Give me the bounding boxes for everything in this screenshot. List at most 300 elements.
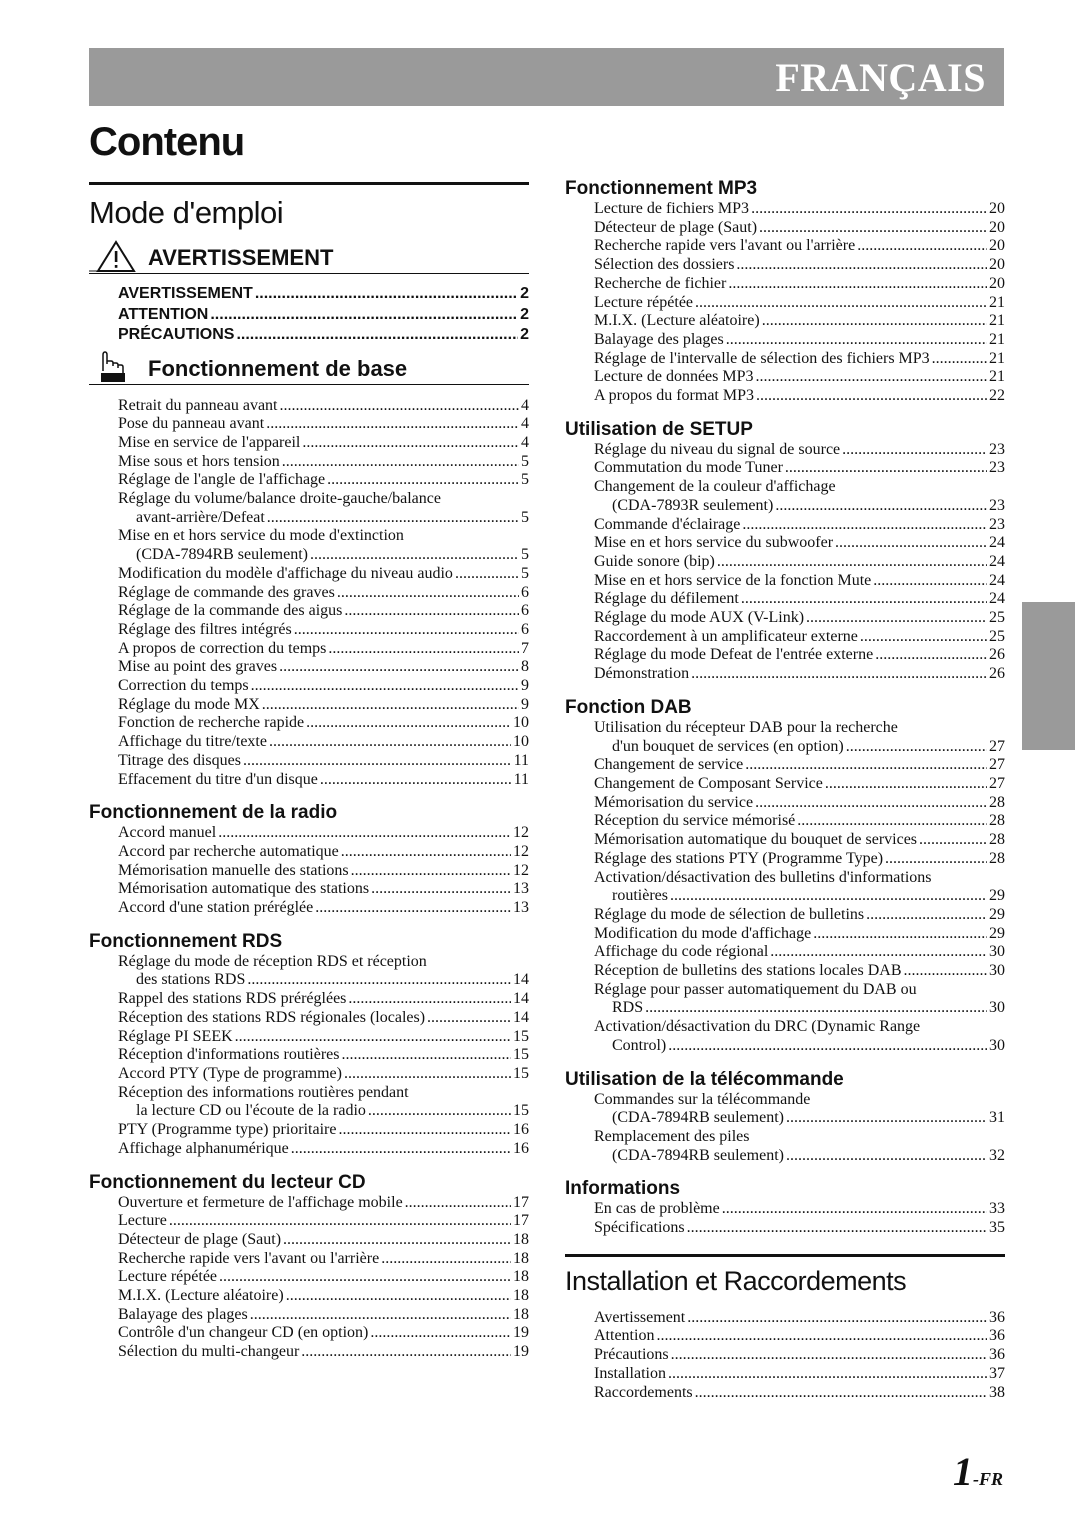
dot-leader (797, 812, 987, 831)
toc-entry (594, 534, 1005, 553)
toc-entry-line: Utilisation du récepteur DAB pour la recherche (594, 718, 898, 736)
toc-entry-row (118, 1287, 529, 1306)
toc-entry-title: Détecteur de plage (Saut) (594, 218, 758, 236)
toc-entry (118, 990, 529, 1009)
toc-entry-row (118, 565, 529, 584)
toc-entry-title: Accord manuel (118, 824, 217, 842)
section-rule (89, 182, 529, 185)
toc-page-number: 24 (989, 571, 1005, 589)
toc-entry-title: la lecture CD ou l'écoute de la radio (136, 1102, 366, 1120)
toc-page-number: 36 (989, 1308, 1005, 1326)
toc-entry-row (594, 331, 1005, 350)
dot-leader (785, 459, 987, 478)
toc-entry-title: Sélection du multi-changeur (118, 1343, 300, 1361)
toc-page-number: 28 (989, 793, 1005, 811)
toc-page-number: 6 (521, 583, 529, 601)
toc-page-number: 8 (521, 658, 529, 676)
fonctionnement-base-title: Fonctionnement de base (148, 355, 408, 381)
toc-page-number: 26 (989, 646, 1005, 664)
toc-entry (118, 565, 529, 584)
toc-entry (118, 696, 529, 715)
dot-leader (344, 1065, 511, 1084)
left-column (89, 182, 529, 1362)
mp3-list (565, 200, 1005, 406)
toc-page-number: 4 (521, 396, 529, 414)
dot-leader (857, 237, 987, 256)
dot-leader (762, 312, 987, 331)
toc-entry-row (594, 219, 1005, 238)
toc-entry-title: Réglage du mode Defeat de l'entrée externe (594, 646, 874, 664)
toc-entry-row (118, 1212, 529, 1231)
toc-entry (118, 677, 529, 696)
toc-entry (594, 756, 1005, 775)
hand-pointer-icon (89, 350, 137, 384)
toc-entry (594, 441, 1005, 460)
dot-leader (687, 1309, 987, 1328)
dot-leader (919, 831, 987, 850)
toc-entry (594, 350, 1005, 369)
toc-page-number: 20 (989, 218, 1005, 236)
fonctionnement-base-header (89, 350, 529, 385)
toc-entry (118, 602, 529, 621)
dot-leader (218, 824, 511, 843)
dot-leader (247, 971, 511, 990)
telecommande-list (565, 1091, 1005, 1166)
toc-entry-title: Avertissement (594, 1308, 686, 1326)
toc-entry (594, 1327, 1005, 1346)
toc-entry (594, 331, 1005, 350)
toc-page-number: 16 (513, 1139, 529, 1157)
toc-entry-row (594, 1346, 1005, 1365)
toc-entry (594, 553, 1005, 572)
toc-entry (594, 850, 1005, 869)
toc-entry (594, 516, 1005, 535)
toc-entry-row (118, 1250, 529, 1269)
toc-entry-title: Réglage de commande des graves (118, 583, 335, 601)
toc-entry (118, 880, 529, 899)
toc-page-number: 20 (989, 256, 1005, 274)
toc-entry-row (594, 1327, 1005, 1346)
toc-entry-row (118, 714, 529, 733)
toc-page-number: 18 (513, 1305, 529, 1323)
toc-page-number: 5 (521, 564, 529, 582)
dot-leader (251, 677, 519, 696)
toc-entry-title: PTY (Programme type) prioritaire (118, 1121, 337, 1139)
toc-entry-row (118, 602, 529, 621)
toc-entry-title: En cas de problème (594, 1200, 720, 1218)
toc-entry-title: des stations RDS (136, 971, 246, 989)
toc-entry-row (118, 1065, 529, 1084)
toc-entry (118, 621, 529, 640)
toc-entry (118, 284, 529, 305)
toc-entry-title: avant-arrière/Defeat (136, 508, 265, 526)
toc-entry-title: Rappel des stations RDS préréglées (118, 990, 347, 1008)
toc-entry (594, 869, 1005, 906)
toc-page-number: 38 (989, 1383, 1005, 1401)
dot-leader (742, 516, 987, 535)
toc-entry (594, 387, 1005, 406)
toc-entry (594, 1346, 1005, 1365)
toc-entry-title: Spécifications (594, 1219, 685, 1237)
dot-leader (755, 794, 987, 813)
toc-page-number: 9 (521, 677, 529, 695)
dot-leader (341, 843, 511, 862)
dot-leader (286, 1287, 511, 1306)
toc-entry-title: Réglage des stations PTY (Programme Type) (594, 849, 884, 867)
toc-page-number: 20 (989, 274, 1005, 292)
dot-leader (786, 1147, 987, 1166)
toc-entry-title: Pose du panneau avant (118, 415, 265, 433)
toc-page-number: 13 (513, 880, 529, 898)
toc-entry-row (118, 677, 529, 696)
toc-entry (118, 640, 529, 659)
mp3-title: Fonctionnement MP3 (565, 178, 758, 199)
toc-entry-title: Mise en et hors service de la fonction Mute (594, 571, 872, 589)
toc-page-number: 28 (989, 831, 1005, 849)
dot-leader (875, 646, 987, 665)
dot-leader (695, 1384, 987, 1403)
toc-entry-row (594, 646, 1005, 665)
toc-entry (594, 1091, 1005, 1128)
toc-entry-row (118, 284, 529, 305)
dot-leader (860, 628, 987, 647)
toc-entry-title: Mémorisation automatique du bouquet de services (594, 831, 918, 849)
dot-leader (691, 665, 987, 684)
dot-leader (243, 752, 512, 771)
toc-entry-row (118, 640, 529, 659)
toc-entry-title: Modification du modèle d'affichage du niveau audio (118, 564, 453, 582)
toc-entry-title: Raccordements (594, 1383, 693, 1401)
toc-entry (594, 628, 1005, 647)
toc-page-number: 30 (989, 1036, 1005, 1054)
toc-entry-row (118, 1268, 529, 1287)
toc-page-number: 22 (989, 387, 1005, 405)
toc-entry (594, 590, 1005, 609)
toc-entry-title: Réglage des filtres intégrés (118, 620, 292, 638)
toc-entry-title: Titrage des disques (118, 751, 241, 769)
toc-entry (118, 434, 529, 453)
dot-leader (169, 1212, 511, 1231)
toc-page-number: 5 (521, 452, 529, 470)
toc-entry-title: Commande d'éclairage (594, 515, 741, 533)
toc-entry (594, 962, 1005, 981)
toc-page-number: 2 (520, 326, 529, 343)
toc-entry-title: PRÉCAUTIONS (118, 326, 235, 343)
toc-page-number: 25 (989, 627, 1005, 645)
dot-leader (873, 572, 987, 591)
toc-page-number: 23 (989, 459, 1005, 477)
dot-leader (770, 943, 987, 962)
toc-entry-row (118, 1140, 529, 1159)
dot-leader (294, 621, 519, 640)
dot-leader (885, 850, 987, 869)
toc-page-number: 19 (513, 1343, 529, 1361)
toc-page-number: 4 (521, 433, 529, 451)
toc-entry-row (118, 899, 529, 918)
toc-entry (118, 453, 529, 472)
toc-entry-line: Réglage du mode de réception RDS et réception (118, 952, 427, 970)
toc-entry-row (118, 771, 529, 790)
toc-entry (594, 943, 1005, 962)
toc-entry-title: Accord d'une station préréglée (118, 899, 314, 917)
toc-entry-title: Réglage de la commande des aigus (118, 602, 343, 620)
informations-title: Informations (565, 1178, 681, 1200)
toc-entry-row (594, 887, 1005, 906)
toc-page-number: 25 (989, 609, 1005, 627)
toc-page-number: 20 (989, 237, 1005, 255)
dot-leader (717, 553, 987, 572)
toc-entry-title: Réception de bulletins des stations locales DAB (594, 962, 902, 980)
toc-entry-row (594, 756, 1005, 775)
toc-page-number: 20 (989, 200, 1005, 217)
dot-leader (786, 1109, 987, 1128)
toc-entry-title: Lecture (118, 1212, 167, 1230)
dot-leader (736, 256, 987, 275)
toc-page-number: 16 (513, 1121, 529, 1139)
toc-entry-title: Lecture répétée (594, 293, 694, 311)
toc-page-number: 28 (989, 812, 1005, 830)
toc-page-number: 23 (989, 515, 1005, 533)
dot-leader (315, 899, 511, 918)
dot-leader (671, 1346, 987, 1365)
toc-page-number: 36 (989, 1346, 1005, 1364)
toc-entry (118, 771, 529, 790)
toc-entry-row (594, 609, 1005, 628)
toc-entry-title: (CDA-7894RB seulement) (612, 1109, 784, 1127)
toc-entry-title: Guide sonore (bip) (594, 552, 715, 570)
toc-entry-title: Mémorisation automatique des stations (118, 880, 370, 898)
page-title: Contenu (89, 120, 245, 164)
toc-entry-row (118, 1028, 529, 1047)
toc-page-number: 17 (513, 1193, 529, 1211)
toc-entry-title: Démonstration (594, 665, 690, 683)
toc-page-number: 27 (989, 774, 1005, 792)
dot-leader (756, 387, 987, 406)
toc-entry-row (594, 572, 1005, 591)
toc-entry-title: (CDA-7893R seulement) (612, 496, 774, 514)
dot-leader (842, 441, 987, 460)
dab-list (565, 719, 1005, 1056)
dot-leader (342, 1046, 512, 1065)
toc-entry-row (118, 990, 529, 1009)
toc-entry-title: AVERTISSEMENT (118, 285, 253, 302)
dot-leader (645, 999, 987, 1018)
toc-entry (118, 1268, 529, 1287)
toc-entry (118, 1287, 529, 1306)
toc-page-number: 15 (513, 1102, 529, 1120)
informations-list (565, 1200, 1005, 1237)
toc-entry-row (594, 312, 1005, 331)
dot-leader (267, 509, 519, 528)
toc-entry-title: Modification du mode d'affichage (594, 924, 812, 942)
toc-entry-title: Recherche de fichier (594, 274, 727, 292)
toc-entry (594, 1018, 1005, 1055)
toc-entry-title: ATTENTION (118, 305, 209, 323)
toc-entry-title: Ouverture et fermeture de l'affichage mobile (118, 1193, 403, 1211)
toc-entry-row (118, 752, 529, 771)
toc-entry-title: Réglage du niveau du signal de source (594, 440, 841, 458)
toc-entry (594, 925, 1005, 944)
side-tab-marker (1022, 602, 1075, 750)
toc-entry (594, 1219, 1005, 1238)
dot-leader (756, 368, 987, 387)
toc-page-number: 9 (521, 695, 529, 713)
dot-leader (269, 733, 511, 752)
toc-entry-row (118, 546, 529, 565)
toc-entry (118, 1046, 529, 1065)
toc-entry-row (594, 794, 1005, 813)
dot-leader (455, 565, 519, 584)
toc-page-number: 24 (989, 590, 1005, 608)
toc-entry (118, 1084, 529, 1121)
toc-page-number: 23 (989, 440, 1005, 458)
toc-entry-title: Réception d'informations routières (118, 1046, 340, 1064)
toc-page-number: 19 (513, 1324, 529, 1342)
toc-entry-title: Balayage des plages (118, 1305, 248, 1323)
toc-page-number: 2 (520, 305, 529, 323)
toc-entry-title: Réglage du mode MX (118, 695, 260, 713)
toc-entry (118, 1065, 529, 1084)
toc-entry-row (594, 999, 1005, 1018)
toc-entry (118, 824, 529, 843)
toc-entry-title: Commutation du mode Tuner (594, 459, 783, 477)
radio-title: Fonctionnement de la radio (89, 802, 338, 824)
toc-entry-row (118, 1046, 529, 1065)
toc-entry-row (118, 1194, 529, 1213)
dot-leader (219, 1268, 511, 1287)
toc-page-number: 5 (521, 508, 529, 526)
toc-page-number: 26 (989, 665, 1005, 683)
toc-page-number: 37 (989, 1364, 1005, 1382)
dot-leader (806, 609, 987, 628)
toc-entry-row (118, 1231, 529, 1250)
toc-entry-row (594, 275, 1005, 294)
toc-entry-title: Accord PTY (Type de programme) (118, 1065, 342, 1082)
dot-leader (813, 925, 987, 944)
toc-page-number: 6 (521, 620, 529, 638)
dab-title: Fonction DAB (565, 696, 692, 718)
toc-page-number: 14 (513, 990, 529, 1008)
toc-entry (594, 1309, 1005, 1328)
toc-entry-title: Control) (612, 1036, 667, 1054)
toc-entry-row (594, 850, 1005, 869)
toc-entry (118, 953, 529, 990)
rds-list (89, 953, 529, 1159)
toc-page-number: 21 (989, 349, 1005, 367)
toc-entry-row (594, 459, 1005, 478)
toc-entry-title: Lecture de fichiers MP3 (594, 200, 750, 217)
toc-entry-row (594, 738, 1005, 757)
dot-leader (866, 906, 987, 925)
toc-entry-title: Accord par recherche automatique (118, 842, 339, 860)
toc-entry-row (118, 696, 529, 715)
toc-page-number: 21 (989, 330, 1005, 348)
dot-leader (279, 658, 519, 677)
toc-page-number: 6 (521, 602, 529, 620)
toc-entry-row (594, 943, 1005, 962)
toc-entry (594, 572, 1005, 591)
toc-entry-title: Mise au point des graves (118, 658, 278, 676)
toc-entry (594, 906, 1005, 925)
toc-page-number: 5 (521, 546, 529, 564)
toc-entry-title: (CDA-7894RB seulement) (612, 1146, 784, 1164)
avertissement-header (89, 239, 529, 274)
toc-entry-title: Mémorisation manuelle des stations (118, 861, 349, 879)
toc-entry-row (118, 453, 529, 472)
dot-leader (835, 534, 987, 553)
toc-entry-title: Mise en et hors service du subwoofer (594, 534, 834, 552)
toc-entry-row (118, 471, 529, 490)
dot-leader (302, 434, 519, 453)
toc-entry-title: Balayage des plages (594, 330, 724, 348)
toc-entry-row (594, 1309, 1005, 1328)
right-column (565, 178, 1005, 1402)
toc-entry (118, 1028, 529, 1047)
toc-entry-row (118, 971, 529, 990)
toc-entry-row (118, 824, 529, 843)
page-number-value: 1 (952, 1449, 973, 1494)
toc-entry-row (594, 1200, 1005, 1219)
toc-entry (594, 794, 1005, 813)
toc-entry-row (594, 294, 1005, 313)
toc-entry-row (594, 1365, 1005, 1384)
toc-page-number: 12 (513, 824, 529, 842)
toc-entry-title: Mise en service de l'appareil (118, 433, 301, 451)
toc-entry (594, 459, 1005, 478)
toc-entry-title: A propos du format MP3 (594, 387, 754, 405)
toc-entry (594, 719, 1005, 756)
dot-leader (687, 1219, 987, 1238)
toc-entry (118, 490, 529, 527)
dot-leader (320, 771, 512, 790)
toc-page-number: 30 (989, 999, 1005, 1017)
dot-leader (351, 862, 511, 881)
toc-entry-title: Réglage du défilement (594, 590, 739, 608)
toc-entry-row (594, 441, 1005, 460)
dot-leader (266, 415, 519, 434)
dot-leader (262, 696, 519, 715)
toc-entry-row (594, 590, 1005, 609)
toc-page-number: 12 (513, 861, 529, 879)
toc-entry (118, 733, 529, 752)
toc-page-number: 29 (989, 887, 1005, 905)
toc-entry-line: Remplacement des piles (594, 1127, 750, 1145)
toc-entry-title: Lecture répétée (118, 1268, 218, 1286)
dot-leader (722, 1200, 987, 1219)
toc-entry-row (594, 962, 1005, 981)
dot-leader (255, 284, 518, 305)
toc-entry-row (118, 1102, 529, 1121)
dot-leader (695, 294, 987, 313)
toc-entry-row (594, 237, 1005, 256)
toc-entry-title: Installation (594, 1364, 666, 1382)
toc-entry-title: Détecteur de plage (Saut) (118, 1230, 282, 1248)
toc-entry-title: Fonction de recherche rapide (118, 714, 305, 732)
toc-entry-row (118, 415, 529, 434)
toc-entry-line: Réception des informations routières pendant (118, 1083, 409, 1101)
section-rule (565, 1254, 1005, 1257)
toc-entry (594, 1365, 1005, 1384)
toc-entry-title: M.I.X. (Lecture aléatoire) (118, 1287, 284, 1305)
toc-entry (118, 415, 529, 434)
toc-entry (594, 294, 1005, 313)
dot-leader (338, 1121, 511, 1140)
toc-page-number: 15 (513, 1027, 529, 1045)
toc-entry-row (594, 1109, 1005, 1128)
toc-entry-row (594, 368, 1005, 387)
toc-page-number: 17 (513, 1212, 529, 1230)
toc-entry (594, 200, 1005, 219)
